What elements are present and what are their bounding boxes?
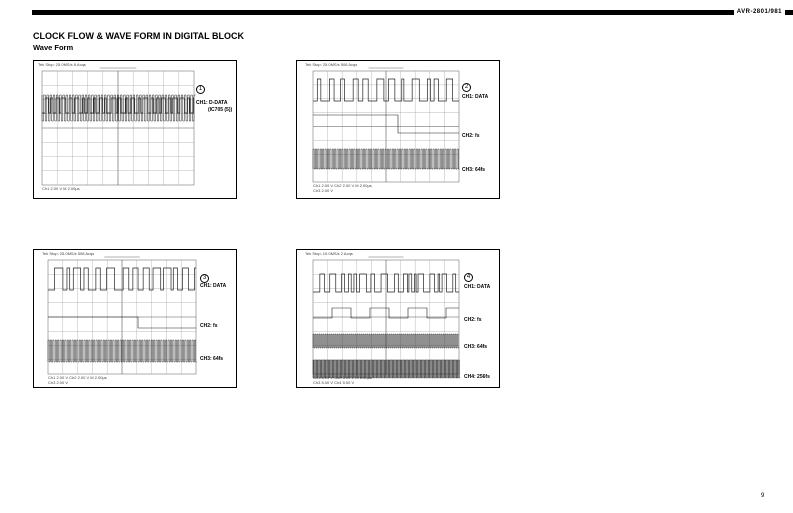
scope-footer-3a: Ch1 2.00 V Ch2 2.00 V M 2.00µs [48,375,107,380]
channel-label-4-4: CH4: 256fs [464,374,490,380]
page-title: CLOCK FLOW & WAVE FORM IN DIGITAL BLOCK [33,31,244,41]
channel-label-3-2: CH2: fs [200,323,218,329]
header-rule [32,10,793,15]
channel-label-3-3: CH3: 64fs [200,356,224,362]
page-number: 9 [761,493,765,499]
figure-number-4: 4 [464,273,473,282]
scope-screen-2 [296,60,500,199]
scope-footer-1a: Ch1 2.00 V M 2.00µs [42,186,80,191]
oscilloscope-trace-1 [34,61,236,198]
channel-label-4-3: CH3: 64fs [464,344,488,350]
channel-label-2-3: CH3: 64fs [462,167,486,173]
scope-screen-1 [33,60,237,199]
scope-screen-3 [33,249,237,388]
channel-sublabel-1-1: (IC705 (5)) [208,107,233,113]
oscilloscope-trace-3 [34,250,236,387]
figure-number-3: 3 [200,274,209,283]
scope-footer-2a: Ch1 2.00 V Ch2 2.00 V M 2.00µs [313,183,372,188]
scope-header-2: Tek Stop: 25.0MS/s 508 Acqs [305,62,358,67]
figure-number-2: 2 [462,83,471,92]
scope-header-4: Tek Stop: 10.0MS/s 2 Acqs [305,251,353,256]
scope-header-1: Tek Stop: 25.0MS/s 8 Acqs [38,62,86,67]
channel-label-3-1: CH1: DATA [200,283,227,289]
figure-number-1: 1 [196,85,205,94]
scope-footer-2b: Ch3 2.00 V [313,188,334,193]
scope-header-3: Tek Stop: 25.0MS/s 508 Acqs [42,251,95,256]
channel-label-4-2: CH2: fs [464,317,482,323]
scope-footer-3b: Ch3 2.00 V [48,380,69,385]
channel-label-1-1: CH1: D-DATA [196,100,228,106]
channel-label-4-1: CH1: DATA [464,284,491,290]
scope-footer-4b: Ch3 5.00 V Ch4 5.00 V [313,380,355,385]
oscilloscope-trace-2 [297,61,499,198]
scope-footer-4a: Ch1 5.00 V Ch2 5.00 V M 5.00µs [313,375,372,380]
scope-screen-4 [296,249,500,388]
model-number: AVR-2801/981 [734,9,785,16]
channel-label-2-2: CH2: fs [462,133,480,139]
section-subtitle: Wave Form [33,43,74,52]
channel-label-2-1: CH1: DATA [462,94,489,100]
